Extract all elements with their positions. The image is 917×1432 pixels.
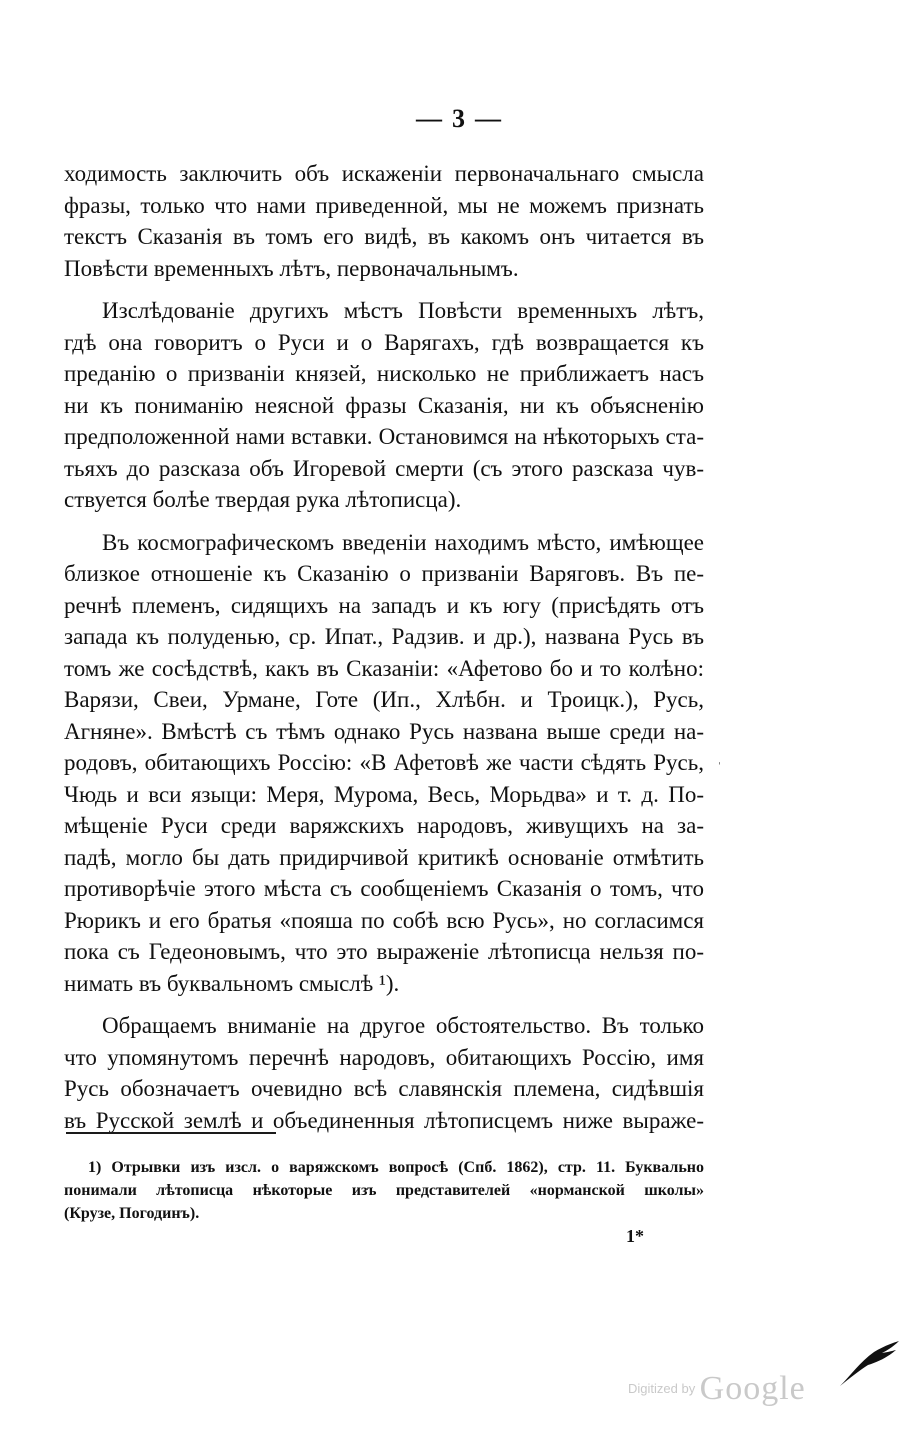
footnote-line: понимали лѣтописца нѣкоторые изъ представителей «норманской школы»	[64, 1182, 704, 1199]
google-logo-text: Google	[699, 1370, 806, 1407]
text-line: ни къ пониманію неясной фразы Сказанія, ни къ объясненію	[64, 392, 704, 418]
footnote	[64, 1156, 704, 1225]
footnote-line: (Крузе, Погодинъ).	[64, 1205, 200, 1222]
stray-mark: ˈ	[718, 762, 721, 773]
text-line: ствуется болѣе твердая рука лѣтописца).	[64, 487, 462, 512]
text-line: Обращаемъ вниманіе на другое обстоятельство. Въ только	[102, 1013, 704, 1038]
page-number-value: 3	[452, 104, 465, 133]
digitized-by-google-watermark	[628, 1370, 806, 1408]
dash-left: —	[416, 104, 442, 133]
dash-right: —	[475, 104, 501, 133]
text-line: Повѣсти временныхъ лѣтъ, первоначальнымъ.	[64, 255, 519, 281]
text-line: тьяхъ до разсказа объ Игоревой смерти (съ этого разсказа чув-	[64, 455, 704, 481]
signature-mark: 1*	[626, 1226, 644, 1246]
paragraph-2	[64, 295, 704, 516]
text-line: противорѣчіе этого мѣста съ сообщеніемъ Сказанія о томъ, что	[64, 876, 704, 901]
quill-icon	[838, 1340, 900, 1388]
text-line: что упомянутомъ перечнѣ народовъ, обитающихъ Россію, имя	[64, 1044, 704, 1070]
text-line: Изслѣдованіе другихъ мѣстъ Повѣсти временныхъ лѣтъ,	[102, 298, 704, 323]
text-line: предположенной нами вставки. Остановимся на нѣкоторыхъ ста-	[64, 424, 704, 449]
watermark-prefix: Digitized by	[628, 1381, 696, 1396]
text-line: Варязи, Свеи, Урмане, Готе (Ип., Хлѣбн. и Троицк.), Русь,	[64, 687, 704, 712]
text-line: въ Русской землѣ и объединенныя лѣтописцемъ ниже выраже-	[64, 1107, 704, 1133]
text-line: пока съ Гедеоновымъ, что это выраженіе лѣтописца нельзя по-	[64, 939, 704, 964]
body-text	[64, 158, 704, 1136]
text-line: мѣщеніе Руси среди варяжскихъ народовъ, живущихъ на за-	[64, 813, 704, 838]
text-line: Рюрикъ и его братья «пояша по собѣ всю Русь», но согласимся	[64, 907, 704, 933]
paragraph-3	[64, 527, 704, 1000]
text-line: гдѣ она говоритъ о Руси и о Варягахъ, гдѣ возвращается къ	[64, 329, 704, 355]
text-line: падѣ, могло бы дать придирчивой критикѣ основаніе отмѣтить	[64, 844, 704, 870]
text-line: томъ же сосѣдствѣ, какъ въ Сказаніи: «Афетово бо и то колѣно:	[64, 655, 704, 681]
text-line: запада къ полуденью, ср. Ипат., Радзив. и др.), названа Русь въ	[64, 624, 704, 649]
text-line: текстъ Сказанія въ томъ его видѣ, въ какомъ онъ читается въ	[64, 224, 704, 249]
text-line: Въ космографическомъ введеніи находимъ мѣсто, имѣющее	[102, 529, 704, 555]
footnote-line: 1) Отрывки изъ изсл. о варяжскомъ вопросѣ (Спб. 1862), стр. 11. Буквально	[88, 1159, 704, 1176]
footnote-rule	[66, 1132, 276, 1134]
page-number	[0, 104, 917, 134]
text-line: Русь обозначаетъ очевидно всѣ славянскія племена, сидѣвшія	[64, 1076, 704, 1101]
paragraph-4	[64, 1010, 704, 1136]
paragraph-1	[64, 158, 704, 284]
text-line: преданію о призваніи князей, нисколько не приближаетъ насъ	[64, 361, 704, 386]
text-line: Чюдь и вси языци: Меря, Мурома, Весь, Морьдва» и т. д. По-	[64, 781, 704, 807]
text-line: фразы, только что нами приведенной, мы не можемъ признать	[64, 192, 704, 218]
text-line: родовъ, обитающихъ Россію: «В Афетовѣ же части сѣдять Русь,	[64, 750, 704, 775]
text-line: ходимость заключить объ искаженіи первоначальнаго смысла	[64, 161, 704, 186]
text-line: речнѣ племенъ, сидящихъ на западъ и къ югу (присѣдять отъ	[64, 592, 704, 618]
text-line: Агняне». Вмѣстѣ съ тѣмъ однако Русь названа выше среди на-	[64, 718, 704, 744]
text-line: близкое отношеніе къ Сказанію о призваніи Варяговъ. Въ пе-	[64, 561, 704, 586]
text-line: нимать въ буквальномъ смыслѣ ¹).	[64, 970, 400, 996]
